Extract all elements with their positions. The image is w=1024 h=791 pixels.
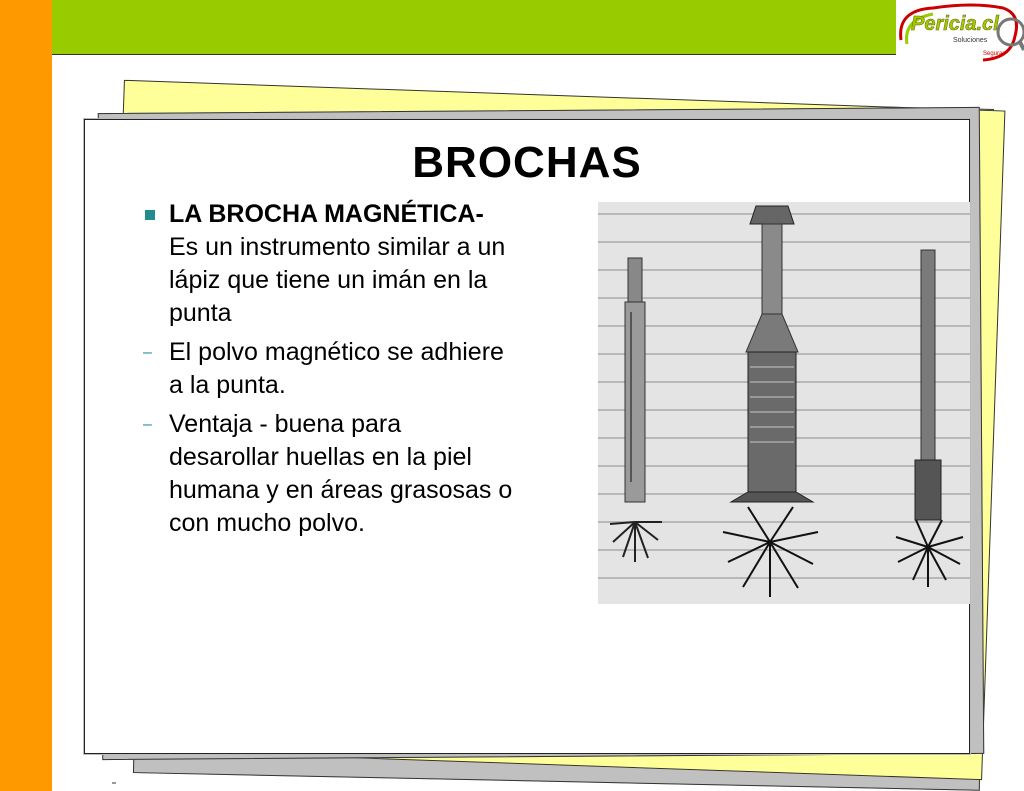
square-bullet-icon: [145, 210, 155, 220]
bullet-text: Es un instrumento similar a un lápiz que tiene un imán en la punta: [169, 233, 506, 327]
bullet-item-main: [143, 198, 513, 330]
footer-mark: [112, 782, 116, 784]
bullet-text: Ventaja - buena para desarollar huellas en la piel humana y en áreas grasosas o con mucho polvo.: [169, 410, 513, 537]
dash-bullet-icon: –: [143, 416, 152, 433]
left-orange-bar: [0, 0, 52, 791]
slide-title: BROCHAS: [412, 138, 642, 187]
top-green-bar: [52, 0, 896, 55]
logo-line2: Seguras: [983, 51, 1006, 57]
magnetic-brush-photo: [598, 202, 970, 604]
bullet-item-sub: [143, 336, 513, 402]
logo-brand-text: Pericia.cl: [911, 13, 999, 35]
logo-line1: Soluciones: [953, 37, 988, 44]
pericia-logo: [893, 0, 1024, 66]
bullet-list: [143, 198, 513, 546]
bullet-text: El polvo magnético se adhiere a la punta.: [169, 338, 504, 399]
bullet-item-sub: [143, 408, 513, 540]
bullet-bold-term: LA BROCHA MAGNÉTICA-: [169, 200, 484, 228]
dash-bullet-icon: –: [143, 344, 152, 361]
